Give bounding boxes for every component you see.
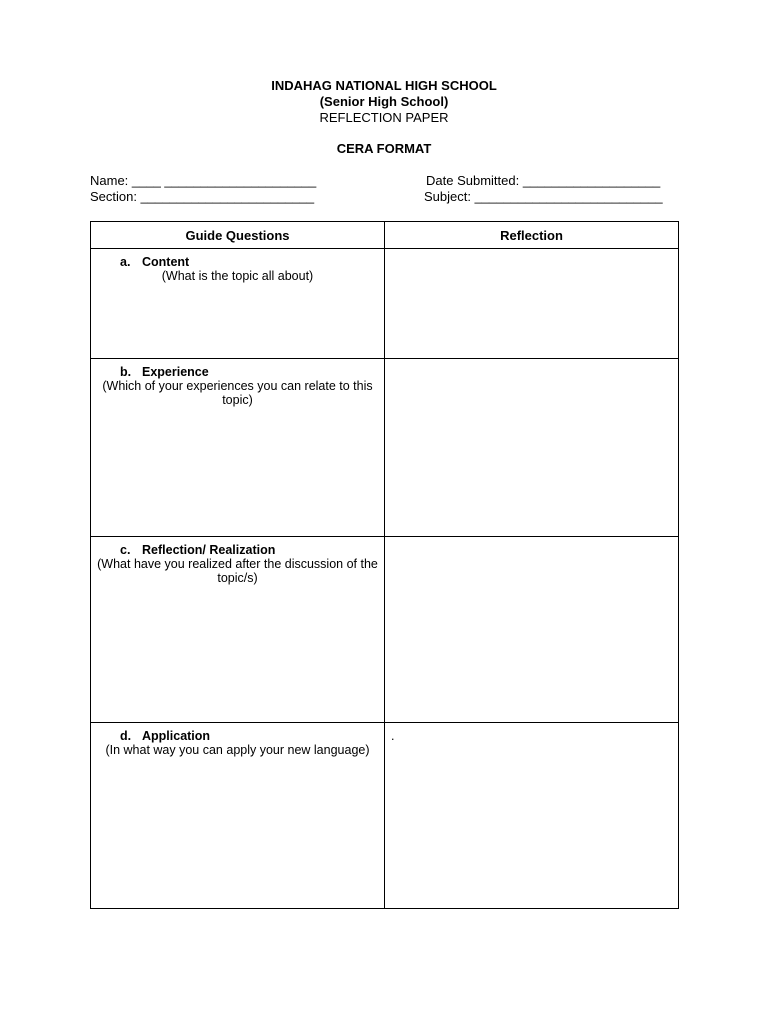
question-description: (What is the topic all about)	[161, 269, 314, 283]
table-row	[91, 537, 679, 723]
document-header	[0, 78, 768, 126]
question-cell-experience	[91, 359, 385, 537]
question-title	[120, 729, 384, 743]
document-type: REFLECTION PAPER	[319, 110, 449, 125]
reflection-text: .	[391, 729, 395, 743]
question-name: Content	[142, 255, 190, 269]
question-name: Application	[142, 729, 211, 743]
table-row	[91, 249, 679, 359]
question-description: (Which of your experiences you can relate to this topic)	[102, 379, 373, 407]
school-level: (Senior High School)	[319, 94, 449, 109]
question-description: (What have you realized after the discussion of the topic/s)	[97, 557, 378, 585]
table-header-row	[91, 222, 679, 249]
reflection-cell-realization[interactable]	[385, 537, 679, 723]
question-cell-content	[91, 249, 385, 359]
reflection-header: Reflection	[385, 222, 679, 249]
name-field[interactable]: Name: ____ _____________________	[90, 173, 317, 188]
table-row	[91, 723, 679, 909]
question-name: Reflection/ Realization	[142, 543, 276, 557]
question-title	[120, 255, 384, 269]
reflection-cell-experience[interactable]	[385, 359, 679, 537]
question-letter: c.	[120, 543, 131, 557]
question-cell-application	[91, 723, 385, 909]
reflection-cell-application[interactable]	[385, 723, 679, 909]
table-row	[91, 359, 679, 537]
question-cell-realization	[91, 537, 385, 723]
cera-table	[90, 221, 679, 909]
school-name: INDAHAG NATIONAL HIGH SCHOOL	[271, 78, 497, 93]
reflection-cell-content[interactable]	[385, 249, 679, 359]
guide-questions-header: Guide Questions	[91, 222, 385, 249]
format-title: CERA FORMAT	[336, 141, 432, 156]
section-field[interactable]: Section: ________________________	[90, 189, 315, 204]
question-letter: a.	[120, 255, 131, 269]
question-letter: b.	[120, 365, 132, 379]
question-letter: d.	[120, 729, 132, 743]
question-title	[120, 543, 384, 557]
question-name: Experience	[142, 365, 209, 379]
subject-field[interactable]: Subject: __________________________	[424, 189, 663, 204]
question-description: (In what way you can apply your new language)	[105, 743, 370, 757]
date-submitted-field[interactable]: Date Submitted: ___________________	[426, 173, 661, 188]
question-title	[120, 365, 384, 379]
